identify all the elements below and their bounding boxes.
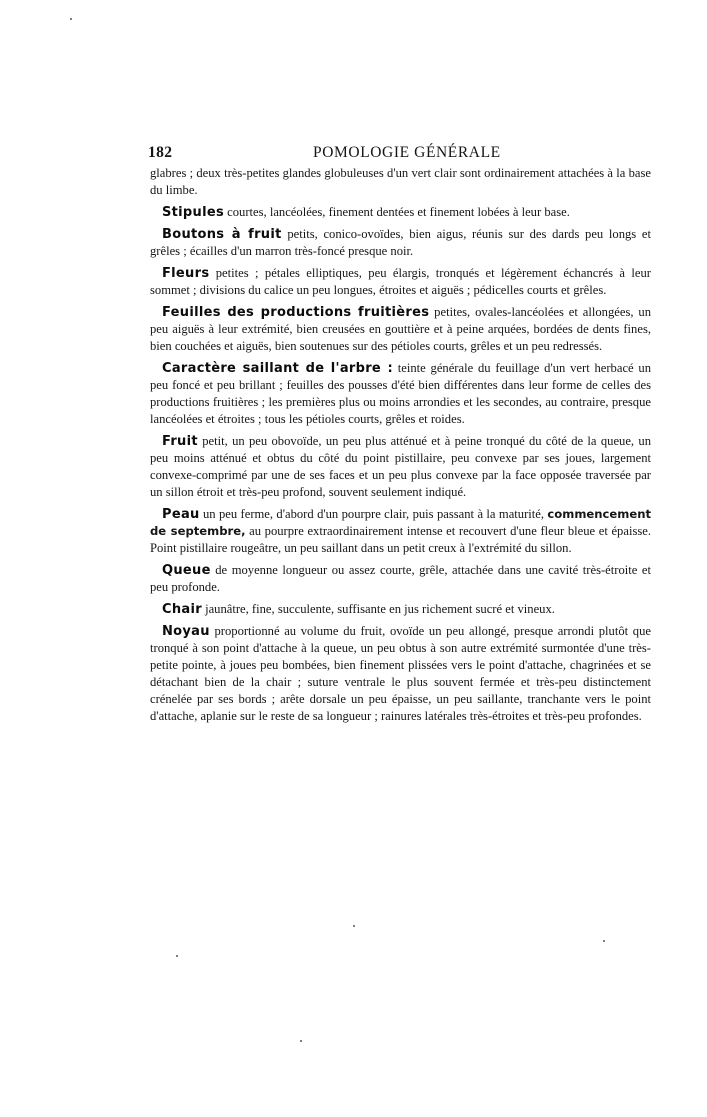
paragraph-caractere-saillant [150,360,651,428]
paragraph-stipules [150,204,651,221]
paragraph-text: petites, ovales-lancéolées et allongées, un peu aiguës à leur extrémité, bien creusées en gouttière et à peine arquées, bordées de dents fines, bien couchées et aiguës, bien soutenues sur des pétioles courts, grêles et un peu redressés. [150,305,651,353]
paragraph-text: jaunâtre, fine, succulente, suffisante en jus richement sucré et vineux. [201,602,555,616]
paragraph-text: teinte générale du feuillage d'un vert herbacé un peu foncé et peu brillant ; feuilles des pousses d'été bien différentes dans leur forme de celles des productions fruitières ; les premières plus ou moins arrondies et les secondes, au contraire, presque lancéolées et étroites ; tous les pétioles courts, grêles et roides. [150,361,651,426]
paragraph-feuilles-productions-fruitieres [150,304,651,355]
paragraph-text: un peu ferme, d'abord d'un pourpre clair, puis passant à la maturité, [199,507,548,521]
book-page [150,143,651,730]
paragraph-text: petits, conico-ovoïdes, bien aigus, réunis sur des dards peu longs et grêles ; écailles d'un marron très-foncé presque noir. [150,227,651,258]
paragraph-fruit [150,433,651,501]
page-number: 182 [148,144,173,161]
term-peau: Peau [162,507,200,522]
running-head [150,143,651,165]
paragraph-text: au pourpre extraordinairement intense et recouvert d'une fleur bleue et épaisse. Point pistillaire rougeâtre, un peu saillant dans un petit creux à l'extrémité du sillon. [150,524,651,555]
term-noyau: Noyau [162,624,210,639]
scan-speck [70,18,72,20]
running-title: POMOLOGIE GÉNÉRALE [313,144,501,161]
paragraph-fleurs [150,265,651,299]
scan-speck [353,925,355,927]
term-feuilles-productions-fruitieres: Feuilles des productions fruitières [162,305,430,320]
paragraph-text: glabres ; deux très-petites glandes globuleuses d'un vert clair sont ordinairement attachées à la base du limbe. [150,166,651,197]
paragraph-text: petit, un peu obovoïde, un peu plus atténué et à peine tronqué du côté de la queue, un peu moins atténué et obtus du côté du point pistillaire, peu convexe par ses joues, largement convexe-comprimé par une de ses faces et un peu plus convexe par la face opposée traversée par un sillon étroit et très-peu profond, souvent seulement indiqué. [150,434,651,499]
paragraph-text: courtes, lancéolées, finement dentées et finement lobées à leur base. [224,205,570,219]
term-queue: Queue [162,563,211,578]
paragraph-continuation [150,165,651,199]
scan-speck [300,1040,302,1042]
scan-speck [176,955,178,957]
paragraph-peau [150,506,651,557]
term-boutons-a-fruit: Boutons à fruit [162,227,282,242]
emphasis-maturity-date: commencement de septembre, [150,507,651,538]
paragraph-boutons-a-fruit [150,226,651,260]
paragraph-text: de moyenne longueur ou assez courte, grêle, attachée dans une cavité très-étroite et peu profonde. [150,563,651,594]
term-fleurs: Fleurs [162,266,210,281]
paragraph-queue [150,562,651,596]
paragraph-text: petites ; pétales elliptiques, peu élargis, tronqués et légèrement échancrés à leur sommet ; divisions du calice un peu longues, étroites et aiguës ; pédicelles courts et grêles. [150,266,651,297]
paragraph-noyau [150,623,651,725]
paragraph-text: proportionné au volume du fruit, ovoïde un peu allongé, presque arrondi plutôt que tronqué à son point d'attache à la queue, un peu obtus à son autre extrémité surmontée d'une très-petite pointe, à joues peu bombées, bien finement plissées vers le point d'attache, chagrinées et se détachant bien de la chair ; suture ventrale le plus souvent fermée et très-peu distinctement crénelée par ses bords ; arête dorsale un peu épaisse, un peu saillante, tranchante vers le point d'attache, aplanie sur le reste de sa longueur ; rainures latérales très-étroites et très-peu profondes. [150,624,651,723]
scan-speck [603,940,605,942]
term-stipules: Stipules [162,205,225,220]
paragraph-chair [150,601,651,618]
term-fruit: Fruit [162,434,198,449]
term-chair: Chair [162,602,202,617]
term-caractere-saillant: Caractère saillant de l'arbre : [162,361,393,376]
